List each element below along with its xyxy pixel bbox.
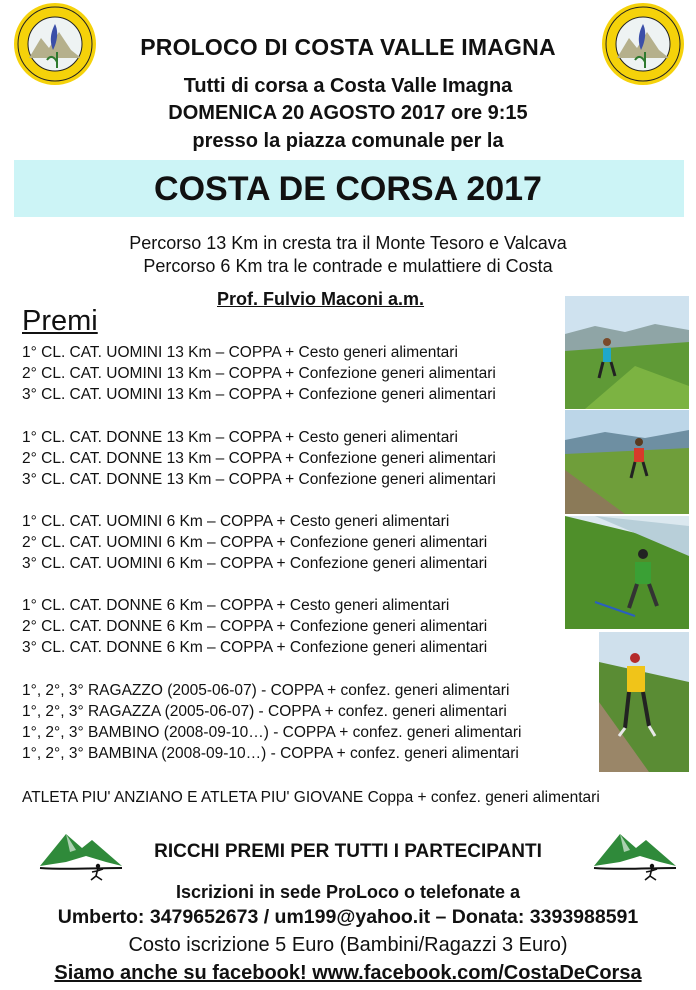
prize-line: 2° CL. CAT. UOMINI 13 Km – COPPA + Confezione generi alimentari xyxy=(22,365,496,382)
prize-line: 1°, 2°, 3° BAMBINA (2008-09-10…) - COPPA + confez. generi alimentari xyxy=(22,745,519,762)
prizes-heading: Premi xyxy=(22,305,98,337)
prize-line: 2° CL. CAT. DONNE 6 Km – COPPA + Confezione generi alimentari xyxy=(22,618,488,635)
prize-line: 1° CL. CAT. UOMINI 6 Km – COPPA + Cesto generi alimentari xyxy=(22,513,450,530)
runner-photo-2 xyxy=(565,410,689,514)
prize-line: 1°, 2°, 3° RAGAZZO (2005-06-07) - COPPA + confez. generi alimentari xyxy=(22,682,510,699)
event-title: COSTA DE CORSA 2017 xyxy=(154,170,542,208)
contacts-line: Umberto: 3479652673 / um199@yahoo.it – Donata: 3393988591 xyxy=(57,906,639,928)
route-13km: Percorso 13 Km in cresta tra il Monte Tesoro e Valcava xyxy=(129,233,567,253)
subtitle-line: Tutti di corsa a Costa Valle Imagna xyxy=(183,75,513,97)
location-line: presso la piazza comunale per la xyxy=(192,130,504,152)
runner-photo-4 xyxy=(599,632,689,772)
cost-line: Costo iscrizione 5 Euro (Bambini/Ragazzi 3 Euro) xyxy=(128,934,568,956)
prize-line: 1°, 2°, 3° RAGAZZA (2005-06-07) - COPPA + confez. generi alimentari xyxy=(22,703,507,720)
runner-photo-3 xyxy=(565,516,689,629)
prize-line: 1° CL. CAT. UOMINI 13 Km – COPPA + Cesto generi alimentari xyxy=(22,344,458,361)
dedication: Prof. Fulvio Maconi a.m. xyxy=(217,289,425,309)
prize-line: 3° CL. CAT. UOMINI 13 Km – COPPA + Confezione generi alimentari xyxy=(22,386,496,403)
route-6km: Percorso 6 Km tra le contrade e mulattiere di Costa xyxy=(143,256,553,276)
prize-line: 1° CL. CAT. DONNE 6 Km – COPPA + Cesto generi alimentari xyxy=(22,597,450,614)
facebook-link[interactable]: Siamo anche su facebook! www.facebook.com/CostaDeCorsa xyxy=(54,962,642,984)
event-date: DOMENICA 20 AGOSTO 2017 ore 9:15 xyxy=(168,102,528,124)
rich-prizes-banner: RICCHI PREMI PER TUTTI I PARTECIPANTI xyxy=(154,841,542,862)
prize-line: 3° CL. CAT. UOMINI 6 Km – COPPA + Confezione generi alimentari xyxy=(22,555,488,572)
prize-line: 3° CL. CAT. DONNE 6 Km – COPPA + Confezione generi alimentari xyxy=(22,639,488,656)
special-prize: ATLETA PIU' ANZIANO E ATLETA PIU' GIOVANE Coppa + confez. generi alimentari xyxy=(22,789,600,806)
runner-photo-1 xyxy=(565,296,689,409)
organizer-title: PROLOCO DI COSTA VALLE IMAGNA xyxy=(140,34,556,60)
prize-line: 2° CL. CAT. UOMINI 6 Km – COPPA + Confezione generi alimentari xyxy=(22,534,488,551)
prize-line: 2° CL. CAT. DONNE 13 Km – COPPA + Confezione generi alimentari xyxy=(22,450,496,467)
prize-line: 1°, 2°, 3° BAMBINO (2008-09-10…) - COPPA + confez. generi alimentari xyxy=(22,724,522,741)
prize-line: 1° CL. CAT. DONNE 13 Km – COPPA + Cesto generi alimentari xyxy=(22,429,458,446)
registration-info: Iscrizioni in sede ProLoco o telefonate a xyxy=(175,882,521,902)
prize-line: 3° CL. CAT. DONNE 13 Km – COPPA + Confezione generi alimentari xyxy=(22,471,496,488)
